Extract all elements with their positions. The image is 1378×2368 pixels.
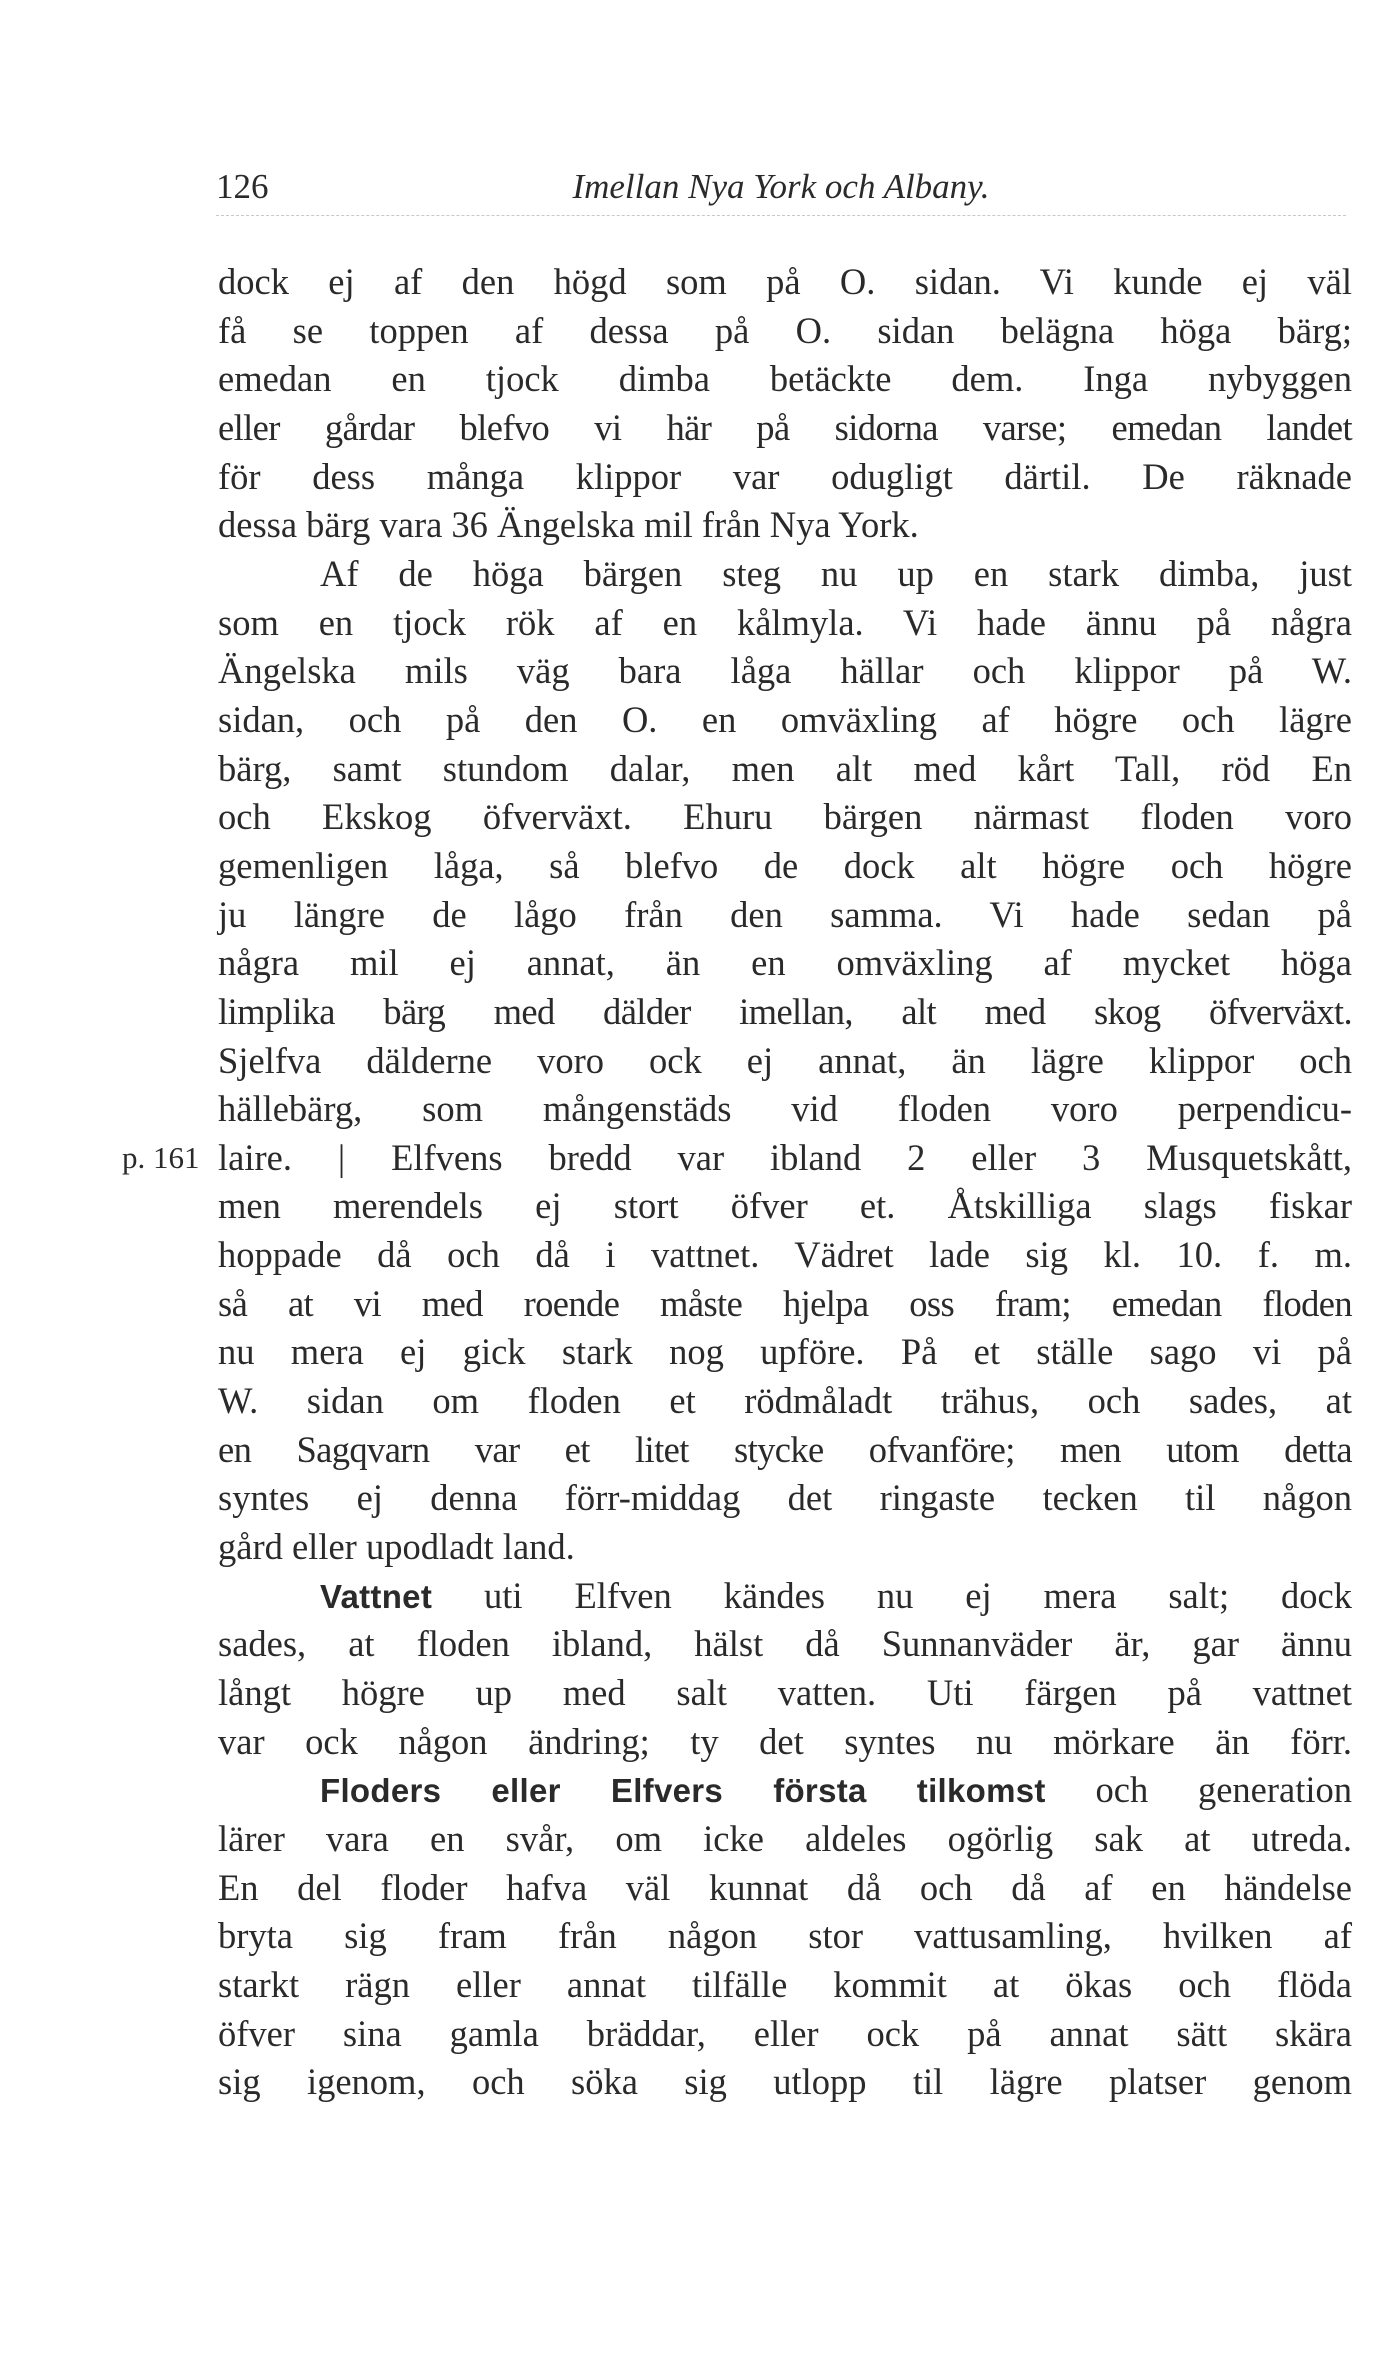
text-line: limplika bärg med dälder imellan, alt med skog öfverväxt.: [218, 990, 1352, 1032]
text-line: dock ej af den högd som på O. sidan. Vi kunde ej väl: [218, 261, 1352, 302]
header-rule: [216, 215, 1346, 216]
text-line: så at vi med roende måste hjelpa oss fram; emedan floden: [218, 1282, 1352, 1324]
text-line: för dess många klippor var odugligt därtil. De räknade: [218, 455, 1352, 497]
body-text: [218, 258, 1352, 2107]
text-line: som en tjock rök af en kålmyla. Vi hade ännu på några: [218, 601, 1352, 643]
text-line: gård eller upodladt land.: [218, 1526, 575, 1568]
text-line: några mil ej annat, än en omväxling af mycket höga: [218, 942, 1352, 984]
page-header: [216, 163, 1346, 211]
text-line: men merendels ej stort öfver et. Åtskilliga slags fiskar: [218, 1185, 1352, 1227]
text-line-rest: och generation: [1045, 1769, 1352, 1811]
text-line: en Sagqvarn var et litet stycke ofvanföre; men utom detta: [218, 1428, 1352, 1470]
text-line: [218, 1572, 1352, 1621]
margin-page-reference: p. 161: [122, 1140, 200, 1175]
text-line: långt högre up med salt vatten. Uti färgen på vattnet: [218, 1672, 1352, 1714]
text-line: ju längre de lågo från den samma. Vi hade sedan på: [218, 893, 1352, 935]
text-line: W. sidan om floden et rödmåladt trähus, och sades, at: [218, 1380, 1352, 1422]
text-line: laire. | Elfvens bredd var ibland 2 eller 3 Musquetskått,: [218, 1136, 1352, 1178]
text-line: Af de höga bärgen steg nu up en stark dimba, just: [320, 552, 1352, 594]
text-line: [218, 1766, 1352, 1815]
text-line: öfver sina gamla bräddar, eller ock på annat sätt skära: [218, 2012, 1352, 2054]
text-line: emedan en tjock dimba betäckte dem. Inga nybyggen: [218, 358, 1352, 400]
text-line: sades, at floden ibland, hälst då Sunnanväder är, gar ännu: [218, 1623, 1352, 1665]
text-line: Sjelfva dälderne voro ock ej annat, än lägre klippor och: [218, 1039, 1352, 1081]
text-line: hällebärg, som mångenstäds vid floden voro perpendicu-: [218, 1088, 1352, 1130]
text-line: syntes ej denna förr-middag det ringaste tecken til någon: [218, 1477, 1352, 1519]
text-line: hoppade då och då i vattnet. Vädret lade sig kl. 10. f. m.: [218, 1234, 1352, 1276]
text-line: gemenligen låga, så blefvo de dock alt högre och högre: [218, 844, 1352, 886]
running-title: Imellan Nya York och Albany.: [572, 167, 990, 206]
text-line: få se toppen af dessa på O. sidan belägna höga bärg;: [218, 309, 1352, 351]
text-line: sidan, och på den O. en omväxling af högre och lägre: [218, 698, 1352, 740]
text-line: och Ekskog öfverväxt. Ehuru bärgen närmast floden voro: [218, 796, 1352, 838]
text-line: sig igenom, och söka sig utlopp til lägre platser genom: [218, 2061, 1352, 2103]
text-line: bärg, samt stundom dalar, men alt med kårt Tall, röd En: [218, 747, 1352, 789]
text-line: bryta sig fram från någon stor vattusamling, hvilken af: [218, 1915, 1352, 1957]
text-line: lärer vara en svår, om icke aldeles ogörlig sak at utreda.: [218, 1818, 1352, 1859]
text-line: nu mera ej gick stark nog upföre. På et ställe sago vi på: [218, 1331, 1352, 1373]
paragraph-lead: Vattnet: [320, 1577, 433, 1615]
text-line: Ängelska mils väg bara låga hällar och klippor på W.: [218, 650, 1352, 692]
text-line: En del floder hafva väl kunnat då och då af en händelse: [218, 1866, 1352, 1908]
paragraph-lead: Floders eller Elfvers första tilkomst: [320, 1772, 1046, 1810]
text-line-rest: uti Elfven kändes nu ej mera salt; dock: [432, 1574, 1352, 1616]
text-line: var ock någon ändring; ty det syntes nu mörkare än förr.: [218, 1720, 1352, 1762]
text-line: starkt rägn eller annat tilfälle kommit at ökas och flöda: [218, 1963, 1352, 2005]
text-line: dessa bärg vara 36 Ängelska mil från Nya York.: [218, 504, 919, 546]
text-line: eller gårdar blefvo vi här på sidorna varse; emedan landet: [218, 406, 1352, 448]
page-number: 126: [216, 167, 269, 206]
